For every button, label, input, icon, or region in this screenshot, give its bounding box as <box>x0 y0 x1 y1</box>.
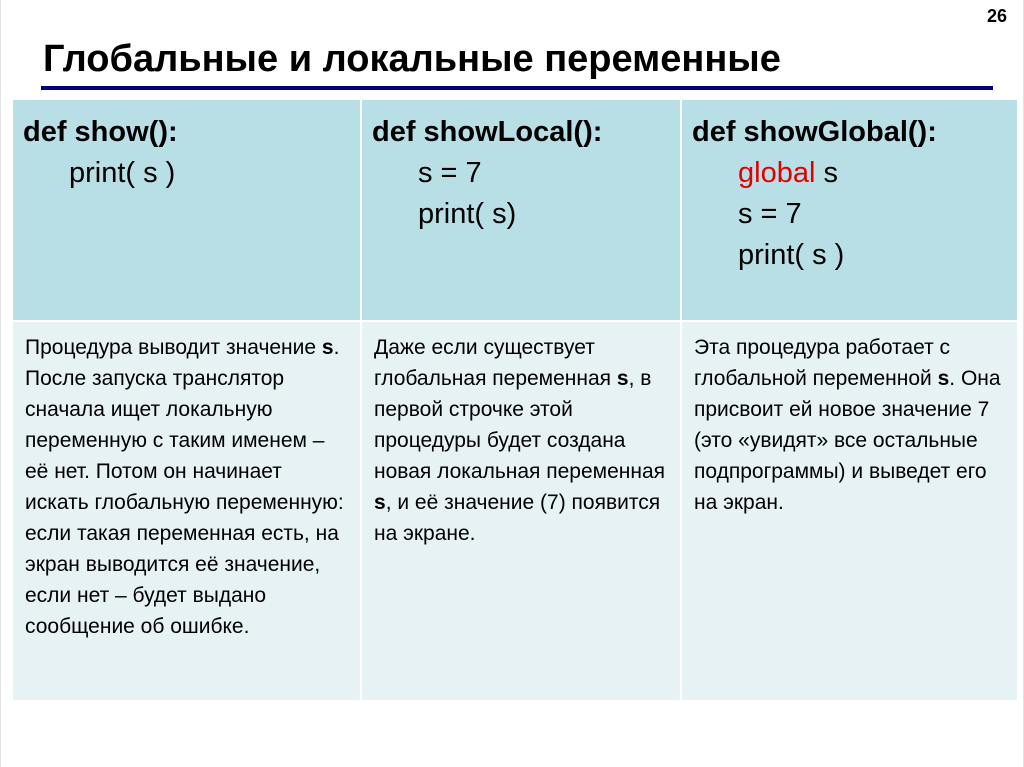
code-line: print( s ) <box>738 239 845 271</box>
code-line: print( s) <box>418 198 517 230</box>
global-keyword: global <box>738 157 816 189</box>
global-var: s <box>815 157 838 189</box>
code-row <box>13 100 1017 321</box>
description-part: Эта процедура работает с глобальной переменной <box>694 336 951 390</box>
description-row <box>13 321 1017 701</box>
code-header: def show(): <box>23 116 178 148</box>
description-part: , и её значение (7) появится на экране. <box>374 491 661 545</box>
description-cell-show-local <box>361 321 681 701</box>
description-part: , в первой строчке этой процедуры будет создана новая локальная переменная <box>374 367 666 483</box>
description-text <box>694 332 1005 518</box>
page-number: 26 <box>986 6 1007 26</box>
description-cell-show <box>13 321 361 701</box>
code-cell-show-global <box>681 100 1017 321</box>
code-line-global <box>692 153 1007 194</box>
description-part: Процедура выводит значение <box>25 336 322 359</box>
code-line: s = 7 <box>738 198 802 230</box>
description-cell-show-global <box>681 321 1017 701</box>
description-part: . Она присвоит ей новое значение 7 (это «увидят» все остальные подпрограммы) и выведет его на экран. <box>694 367 1001 514</box>
code-cell-show-local <box>361 100 681 321</box>
description-part: . После запуска транслятор сначала ищет локальную переменную с таким именем – её нет. Потом он начинает искать глобальную переменную: если такая переменная есть, на экран выводится её значение, если нет – будет выдано сообщение об ошибке. <box>25 336 344 638</box>
code-header: def showLocal(): <box>372 116 603 148</box>
description-part: Даже если существует глобальная переменная <box>374 336 617 390</box>
code-cell-show <box>13 100 361 321</box>
variable-name: s <box>937 367 950 390</box>
variable-name: s <box>321 336 334 359</box>
slide-title: Глобальные и локальные переменные <box>43 38 781 80</box>
code-header: def showGlobal(): <box>692 116 937 148</box>
variable-name: s <box>374 491 386 514</box>
code-line: s = 7 <box>418 157 482 189</box>
variable-name: s <box>616 367 629 390</box>
title-underline <box>41 86 993 90</box>
description-text <box>374 332 668 549</box>
description-text <box>25 332 348 642</box>
code-line: print( s ) <box>69 157 176 189</box>
comparison-table <box>13 100 1017 702</box>
